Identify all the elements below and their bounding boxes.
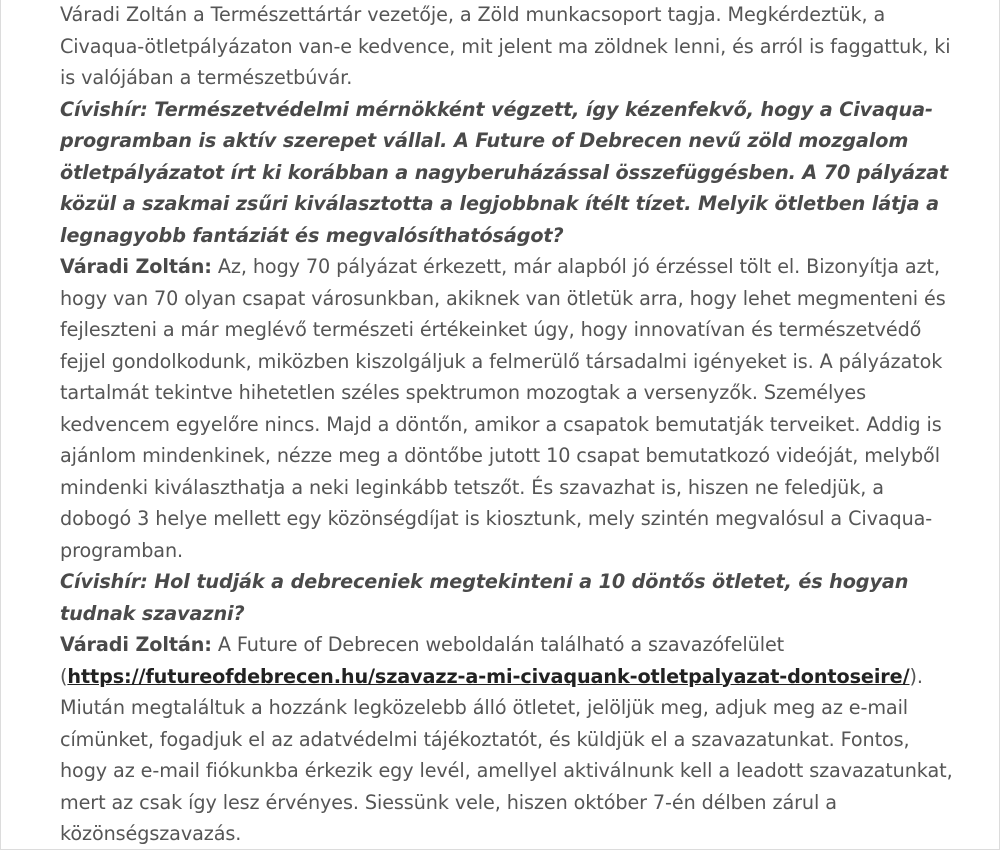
intro-paragraph: Váradi Zoltán a Természettártár vezetője, a Zöld munkacsoport tagja. Megkérdeztük, a Civaqua-ötletpályázaton van-e kedvence, mit jelent ma zöldnek lenni, és arról is faggattuk, ki is valójában a természetbúvár. bbox=[60, 3, 951, 89]
interview-answer-1 bbox=[60, 251, 960, 566]
answer-speaker: Váradi Zoltán: bbox=[60, 255, 212, 278]
voting-page-link[interactable]: https://futureofdebrecen.hu/szavazz-a-mi-civaquank-otletpalyazat-dontoseire/ bbox=[67, 664, 910, 688]
interview-answer-2 bbox=[60, 629, 960, 850]
answer-text: ). Miután megtaláltuk a hozzánk legközelebb álló ötletet, jelöljük meg, adjuk meg az e-mail címünket, fogadjuk el az adatvédelmi tájékoztatót, és küldjük el a szavazatunkat. Fontos, hogy az e-mail fiókunkba érkezik egy levél, amellyel aktiválnunk kell a leadott szavazatunkat, mert az csak így lesz érvényes. Siessünk vele, hiszen október 7-én délben zárul a közönségszavazás. bbox=[60, 664, 953, 845]
article-body bbox=[60, 0, 960, 850]
answer-text: A Future of Debrecen weboldalán található a szavazófelület ( bbox=[60, 633, 785, 688]
answer-text: Az, hogy 70 pályázat érkezett, már alapból jó érzéssel tölt el. Bizonyítja azt, hogy van 70 olyan csapat városunkban, akiknek van ötletük arra, hogy lehet megmenteni és fejleszteni a már meglévő természeti értékeinket úgy, hogy innovatívan és természetvédő fejjel gondolkodunk, miközben kiszolgáljuk a felmerülő társadalmi igényeket is. A pályázatok tartalmát tekintve hihetetlen széles spektrumon mozogtak a versenyzők. Személyes kedvencem egyelőre nincs. Majd a döntőn, amikor a csapatok bemutatják terveiket. Addig is ajánlom mindenkinek, nézze meg a döntőbe jutott 10 csapat bemutatkozó videóját, melyből mindenki kiválaszthatja a neki leginkább tetszőt. És szavazhat is, hiszen ne feledjük, a dobogó 3 helye mellett egy közönségdíjat is kiosztunk, mely szintén megvalósul a Civaqua-programban. bbox=[60, 255, 946, 562]
answer-speaker: Váradi Zoltán: bbox=[60, 633, 212, 656]
interview-question-2: Cívishír: Hol tudják a debreceniek megtekinteni a 10 döntős ötletet, és hogyan tudnak szavazni? bbox=[60, 570, 909, 625]
interview-question-1: Cívishír: Természetvédelmi mérnökként végzett, így kézenfekvő, hogy a Civaqua-programban is aktív szerepet vállal. A Future of Debrecen nevű zöld mozgalom ötletpályázatot írt ki korábban a nagyberuházással összefüggésben. A 70 pályázat közül a szakmai zsűri kiválasztotta a legjobbnak ítélt tízet. Melyik ötletben látja a legnagyobb fantáziát és megvalósíthatóságot? bbox=[60, 97, 949, 247]
